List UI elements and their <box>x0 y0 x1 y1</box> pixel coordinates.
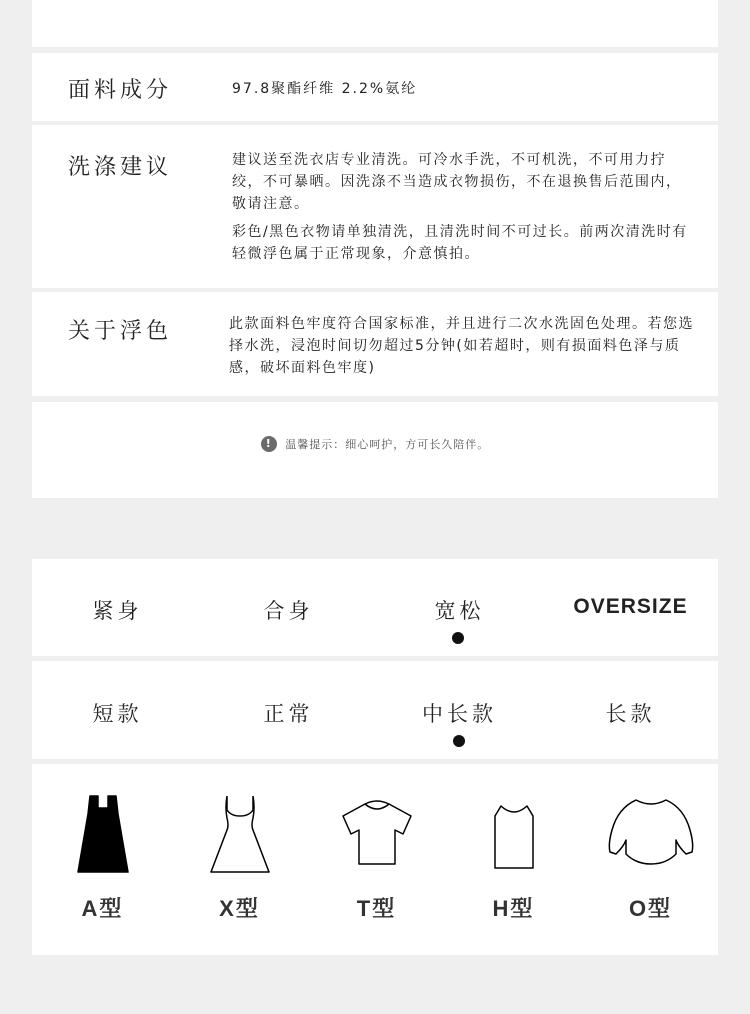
length-option-long <box>545 698 716 728</box>
fit-option-tight <box>32 595 203 625</box>
length-option-mid-long <box>374 698 545 728</box>
length-option-label: 中长款 <box>422 702 497 726</box>
fabric-label: 面料成分 <box>68 78 173 103</box>
washing-text-1: 建议送至洗衣店专业清洗。可冷水手洗，不可机洗，不可用力拧绞，不可暴晒。因洗涤不当造成衣物损伤，不在退换售后范围内，敬请注意。 <box>232 152 682 212</box>
shape-x <box>171 794 308 923</box>
fit-option-oversize <box>545 595 716 619</box>
fit-option-label: OVERSIZE <box>573 595 688 618</box>
t-shirt-icon <box>337 794 417 874</box>
fabric-value: 97.8聚酯纤维 2.2%氨纶 <box>232 81 418 97</box>
exclamation-icon: ! <box>261 436 277 452</box>
o-line-top-icon <box>606 794 696 874</box>
washing-row <box>32 125 718 288</box>
shape-o <box>582 794 719 923</box>
fit-grid <box>32 559 718 656</box>
shape-label: X型 <box>219 896 260 921</box>
h-line-top-icon <box>479 794 549 874</box>
top-strip <box>32 0 718 47</box>
shape-a <box>34 794 171 923</box>
shape-label: H型 <box>492 896 535 921</box>
shape-t <box>308 794 445 923</box>
fabric-row <box>32 53 718 121</box>
fading-label: 关于浮色 <box>68 319 173 344</box>
x-line-dress-icon <box>205 794 275 874</box>
length-option-regular <box>203 698 374 728</box>
tip-row <box>32 402 718 498</box>
tip <box>32 436 718 452</box>
fading-text: 此款面料色牢度符合国家标准，并且进行二次水洗固色处理。若您选择水洗，浸泡时间切勿超过5分钟(如若超时，则有损面料色泽与质感，破坏面料色牢度) <box>229 316 694 376</box>
washing-label: 洗涤建议 <box>68 155 173 180</box>
fading-row <box>32 292 718 396</box>
fit-option-label: 紧身 <box>92 599 143 623</box>
shape-h <box>445 794 582 923</box>
length-option-short <box>32 698 203 728</box>
length-option-label: 短款 <box>92 702 143 726</box>
fit-option-loose <box>374 595 545 625</box>
length-option-label: 长款 <box>605 702 656 726</box>
length-grid <box>32 661 718 759</box>
shape-label: O型 <box>628 896 673 921</box>
washing-text-2: 彩色/黑色衣物请单独清洗，且清洗时间不可过长。前两次清洗时有轻微浮色属于正常现象，介意慎拍。 <box>232 224 688 262</box>
fit-option-regular <box>203 595 374 625</box>
shape-label: T型 <box>356 896 397 921</box>
fit-option-label: 宽松 <box>434 599 485 623</box>
shape-label: A型 <box>81 896 124 921</box>
a-line-dress-icon <box>68 794 138 874</box>
length-option-label: 正常 <box>263 702 314 726</box>
fit-option-label: 合身 <box>263 599 314 623</box>
silhouette-grid <box>32 764 718 955</box>
fit-selected-dot <box>452 632 464 644</box>
length-selected-dot <box>453 735 465 747</box>
tip-text: 温馨提示：细心呵护，方可长久陪伴。 <box>285 438 490 451</box>
